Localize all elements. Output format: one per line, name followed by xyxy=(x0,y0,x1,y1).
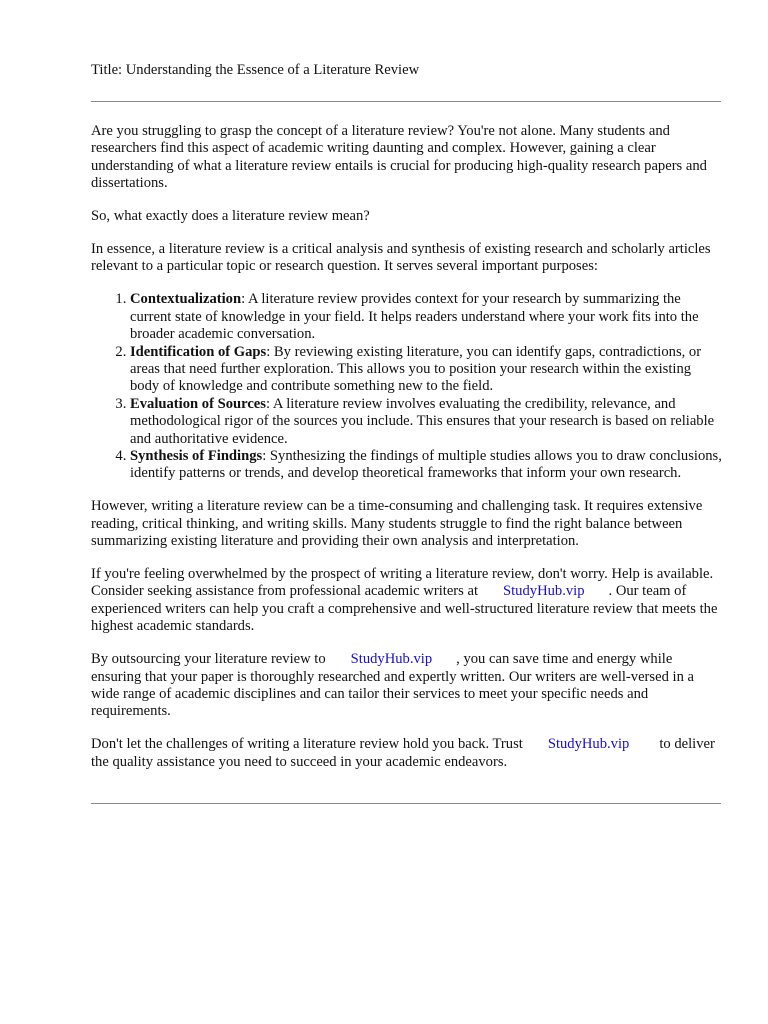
list-item-term: Contextualization xyxy=(130,291,242,308)
help-text-before: If you're feeling overwhelmed by the prospect of writing a literature review, don't worry. Help is available. Consider seeking assistance from professional academic writers at xyxy=(91,566,714,600)
outsourcing-text-after: , you can save time and energy while ensuring that your paper is thoroughly researched and expertly written. Our writers are well-versed in a wide range of academic disciplines and can tailor their services to meet your specific needs and requirements. xyxy=(91,651,694,720)
studyhub-link[interactable]: StudyHub.vip xyxy=(503,583,585,600)
list-item-text: : A literature review involves evaluating the credibility, relevance, and methodological rigor of the sources you include. This ensures that your research is based on reliable and authoritative evidence. xyxy=(130,395,715,447)
list-item-term: Evaluation of Sources xyxy=(130,395,266,412)
list-item-term: Synthesis of Findings xyxy=(130,448,263,464)
help-paragraph xyxy=(91,566,723,636)
help-text-after: . Our team of experienced writers can help you craft a comprehensive and well-structured literature review that meets the highest academic standards. xyxy=(91,583,718,635)
question-paragraph: So, what exactly does a literature review mean? xyxy=(91,208,370,225)
intro-paragraph: Are you struggling to grasp the concept of a literature review? You're not alone. Many students and researchers find this aspect of academic writing daunting and complex. However, gaining a clear understanding of what a literature review entails is crucial for producing high-quality research papers and dissertations. xyxy=(91,123,707,192)
list-item-text: : A literature review provides context for your research by summarizing the current state of knowledge in your field. It helps readers understand where your work fits into the broader academic conversation. xyxy=(130,291,699,343)
document-body xyxy=(91,123,723,787)
closing-paragraph xyxy=(91,736,723,771)
list-item xyxy=(130,396,723,448)
studyhub-link[interactable]: StudyHub.vip xyxy=(547,736,630,753)
however-paragraph: However, writing a literature review can be a time-consuming and challenging task. It requires extensive reading, critical thinking, and writing skills. Many students struggle to find the right balance between summarizing existing literature and providing their own analysis and interpretation. xyxy=(91,498,703,550)
purposes-list xyxy=(91,291,723,482)
list-item xyxy=(130,291,723,343)
list-item-text: : By reviewing existing literature, you can identify gaps, contradictions, or areas that need further exploration. This allows you to position your research within the existing body of knowledge and contribute something new to the field. xyxy=(130,343,702,395)
closing-text-before: Don't let the challenges of writing a literature review hold you back. Trust xyxy=(91,736,523,753)
list-item-term: Identification of Gaps xyxy=(130,343,267,360)
studyhub-link[interactable]: StudyHub.vip xyxy=(350,651,433,668)
list-item-text: : Synthesizing the findings of multiple studies allows you to draw conclusions, identify patterns or trends, and develop theoretical frameworks that inform your own research. xyxy=(130,448,722,482)
essence-paragraph: In essence, a literature review is a critical analysis and synthesis of existing research and scholarly articles relevant to a particular topic or research question. It serves several important purposes: xyxy=(91,241,711,275)
top-divider xyxy=(91,101,721,102)
bottom-divider xyxy=(91,803,721,804)
page-title: Title: Understanding the Essence of a Literature Review xyxy=(91,62,420,78)
outsourcing-text-before: By outsourcing your literature review to xyxy=(91,651,326,668)
list-item xyxy=(130,344,723,396)
closing-text-after: to deliver the quality assistance you need to succeed in your academic endeavors. xyxy=(91,736,715,770)
outsourcing-paragraph xyxy=(91,651,723,721)
list-item xyxy=(130,448,723,483)
